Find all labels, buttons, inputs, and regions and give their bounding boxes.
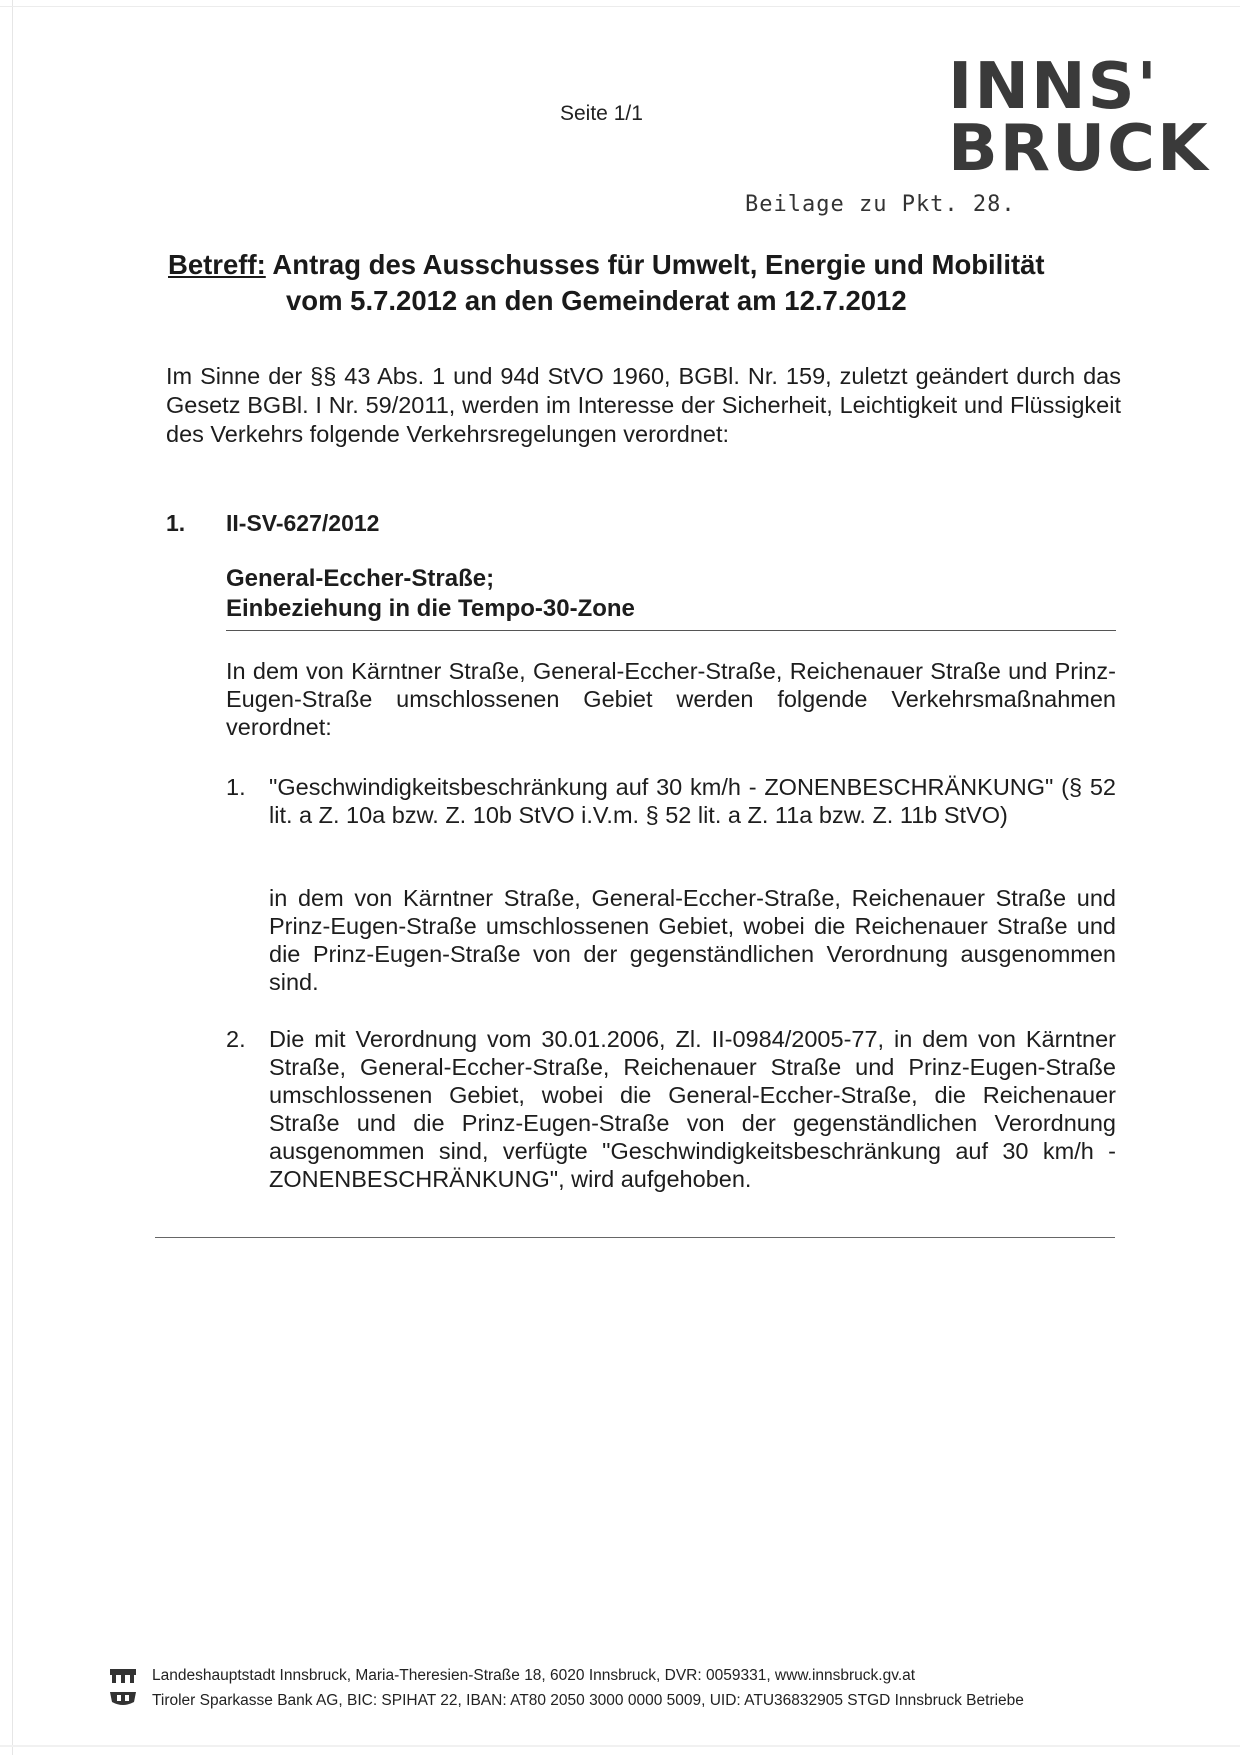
section-intro-paragraph: In dem von Kärntner Straße, General-Eccher-Straße, Reichenauer Straße und Prinz-Eugen-Straße umschlossenen Gebiet werden folgende Verkehrsmaßnahmen verordnet: (226, 658, 1116, 740)
list-item-text: Die mit Verordnung vom 30.01.2006, Zl. II-0984/2005-77, in dem von Kärntner Straße, General-Eccher-Straße, Reichenauer Straße und Prinz-Eugen-Straße umschlossenen Gebiet, wobei die General-Eccher-Straße, die Reichenauer Straße und die Prinz-Eugen-Straße von der gegenständlichen Verordnung ausgenommen sind, verfügte "Geschwindigkeitsbeschränkung auf 30 km/h - ZONENBESCHRÄNKUNG", wird aufgehoben. (269, 1026, 1116, 1192)
attachment-reference: Beilage zu Pkt. 28. (745, 192, 1016, 217)
section-title (226, 564, 635, 624)
scan-edge-bottom (0, 1745, 1240, 1747)
scan-edge-left (12, 0, 13, 1755)
list-item-number: 1. (226, 774, 246, 800)
subject-block (168, 247, 1148, 319)
logo-line-1: INNS' (948, 50, 1159, 124)
logo-line-2: BRUCK (948, 112, 1210, 186)
list-item-text: "Geschwindigkeitsbeschränkung auf 30 km/h - ZONENBESCHRÄNKUNG" (§ 52 lit. a Z. 10a bzw. Z. 10b StVO i.V.m. § 52 lit. a Z. 11a bzw. Z. 11b StVO) (269, 774, 1116, 828)
scan-edge-top (0, 6, 1240, 7)
subject-line-1: Antrag des Ausschusses für Umwelt, Energie und Mobilität (272, 249, 1045, 280)
subject-label: Betreff: (168, 249, 266, 280)
page-indicator: Seite 1/1 (560, 102, 643, 125)
intro-paragraph: Im Sinne der §§ 43 Abs. 1 und 94d StVO 1960, BGBl. Nr. 159, zuletzt geändert durch das Gesetz BGBl. I Nr. 59/2011, werden im Interesse der Sicherheit, Leichtigkeit und Flüssigkeit des Verkehrs folgende Verkehrsregelungen verordnet: (166, 363, 1121, 447)
closing-divider (155, 1237, 1115, 1238)
footer-bank-details: Tiroler Sparkasse Bank AG, BIC: SPIHAT 22, IBAN: AT80 2050 3000 0000 5009, UID: ATU36832905 STGD Innsbruck Betriebe (152, 1692, 1024, 1709)
list-item-number: 2. (226, 1026, 246, 1052)
footer-text (152, 1663, 1024, 1713)
section-divider (226, 630, 1116, 631)
footer-address: Landeshauptstadt Innsbruck, Maria-Theresien-Straße 18, 6020 Innsbruck, DVR: 0059331, www.innsbruck.gv.at (152, 1667, 916, 1684)
section-title-line-2: Einbeziehung in die Tempo-30-Zone (226, 595, 635, 622)
city-emblem-icon (108, 1666, 138, 1708)
section-number: 1. (166, 510, 186, 536)
list-item-detail: in dem von Kärntner Straße, General-Eccher-Straße, Reichenauer Straße und Prinz-Eugen-Straße umschlossenen Gebiet, wobei die Reichenauer Straße und die Prinz-Eugen-Straße von der gegenständlichen Verordnung ausgenommen sind. (269, 885, 1116, 995)
section-title-line-1: General-Eccher-Straße; (226, 565, 495, 592)
innsbruck-logo (948, 50, 1218, 186)
section-id: II-SV-627/2012 (226, 510, 380, 536)
subject-line-2: vom 5.7.2012 an den Gemeinderat am 12.7.2012 (286, 285, 907, 316)
